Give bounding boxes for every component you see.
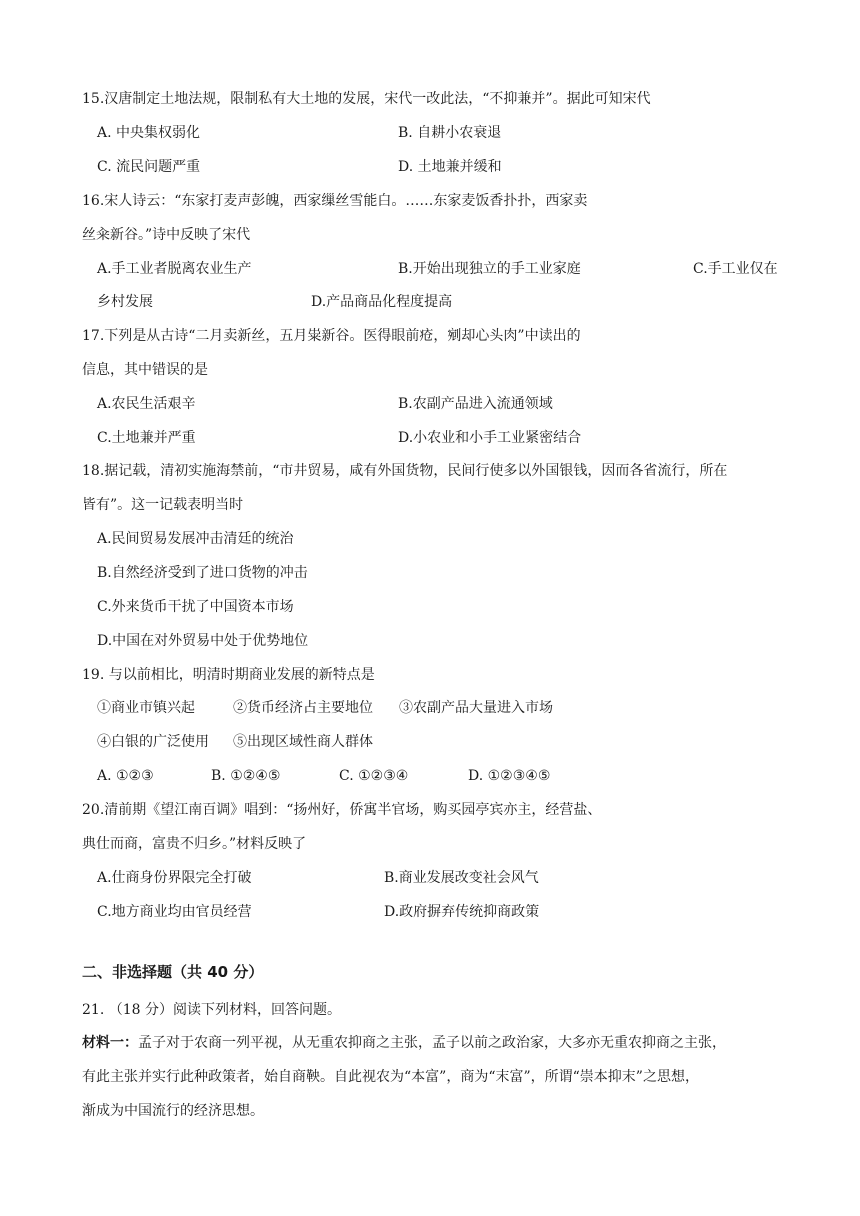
q15-option-b: B. 自耕小农衰退 [398, 125, 502, 141]
q15-option-c: C. 流民问题严重 [97, 159, 201, 175]
q19-option-d: D. ①②③④⑤ [468, 768, 551, 784]
question-16-stem-line2: 丝籴新谷。”诗中反映了宋代 [82, 227, 251, 243]
q18-option-d: D.中国在对外贸易中处于优势地位 [97, 633, 309, 649]
q16-option-a: A.手工业者脱离农业生产 [97, 261, 252, 277]
question-17-stem-line2: 信息，其中错误的是 [82, 362, 208, 378]
q19-item-2: ②货币经济占主要地位 [233, 700, 373, 716]
q19-item-5: ⑤出现区域性商人群体 [233, 734, 373, 750]
question-18-stem-line1: 18.据记载，清初实施海禁前，“市井贸易，咸有外国货物，民间行使多以外国银钱，因而各省流行，所在 [82, 463, 728, 479]
q18-option-b: B.自然经济受到了进口货物的冲击 [97, 565, 308, 581]
q16-option-c: C.手工业仅在 [693, 261, 778, 277]
q17-option-c: C.土地兼并严重 [97, 430, 196, 446]
q19-option-c: C. ①②③④ [339, 768, 409, 784]
q16-option-b: B.开始出现独立的手工业家庭 [398, 261, 581, 277]
q19-item-1: ①商业市镇兴起 [97, 700, 195, 716]
q16-option-c-continued: 乡村发展 [97, 294, 153, 310]
question-20-stem-line2: 典仕而商，富贵不归乡。”材料反映了 [82, 836, 307, 852]
question-19-stem: 19. 与以前相比，明清时期商业发展的新特点是 [82, 667, 375, 683]
material-text-line1: 孟子对于农商一列平视，从无重农抑商之主张，孟子以前之政治家，大多亦无重农抑商之主张， [138, 1035, 726, 1051]
q16-option-d: D.产品商品化程度提高 [311, 294, 453, 310]
q19-option-b: B. ①②④⑤ [211, 768, 281, 784]
question-18-stem-line2: 皆有”。这一记载表明当时 [82, 497, 244, 513]
material-one-line2: 有此主张并实行此种政策者，始自商鞅。自此视农为“本富”，商为“末富”，所谓“崇本抑末”之思想， [82, 1069, 699, 1085]
material-label: 材料一： [82, 1035, 138, 1051]
q15-option-a: A. 中央集权弱化 [97, 125, 201, 141]
question-15-stem: 15.汉唐制定土地法规，限制私有大土地的发展，宋代一改此法，“不抑兼并”。据此可知宋代 [82, 91, 651, 107]
q18-option-a: A.民间贸易发展冲击清廷的统治 [97, 531, 294, 547]
q20-option-d: D.政府摒弃传统抑商政策 [384, 904, 540, 920]
question-16-stem-line1: 16.宋人诗云：“东家打麦声彭魄，西家缫丝雪能白。……东家麦饭香扑扑，西家卖 [82, 193, 588, 209]
q20-option-b: B.商业发展改变社会风气 [384, 870, 539, 886]
section-title: 二、非选择题（共 40 分） [82, 963, 264, 981]
q17-option-d: D.小农业和小手工业紧密结合 [398, 430, 582, 446]
q15-option-d: D. 土地兼并缓和 [398, 159, 502, 175]
q19-item-4: ④白银的广泛使用 [97, 734, 209, 750]
q19-item-3: ③农副产品大量进入市场 [399, 700, 553, 716]
question-17-stem-line1: 17.下列是从古诗“二月卖新丝，五月粜新谷。医得眼前疮，剜却心头肉”中读出的 [82, 328, 581, 344]
q18-option-c: C.外来货币干扰了中国资本市场 [97, 599, 294, 615]
q19-option-a: A. ①②③ [97, 768, 154, 784]
material-one-line3: 渐成为中国流行的经济思想。 [82, 1103, 264, 1119]
q20-option-a: A.仕商身份界限完全打破 [97, 870, 252, 886]
q17-option-b: B.农副产品进入流通领域 [398, 396, 553, 412]
q17-option-a: A.农民生活艰辛 [97, 396, 196, 412]
material-one-line1 [82, 1033, 726, 1053]
q20-option-c: C.地方商业均由官员经营 [97, 904, 252, 920]
question-21-stem: 21. （18 分）阅读下列材料，回答问题。 [82, 1002, 341, 1018]
question-20-stem-line1: 20.清前期《望江南百调》唱到：“扬州好，侨寓半官场，购买园亭宾亦主，经营盐、 [82, 802, 602, 818]
